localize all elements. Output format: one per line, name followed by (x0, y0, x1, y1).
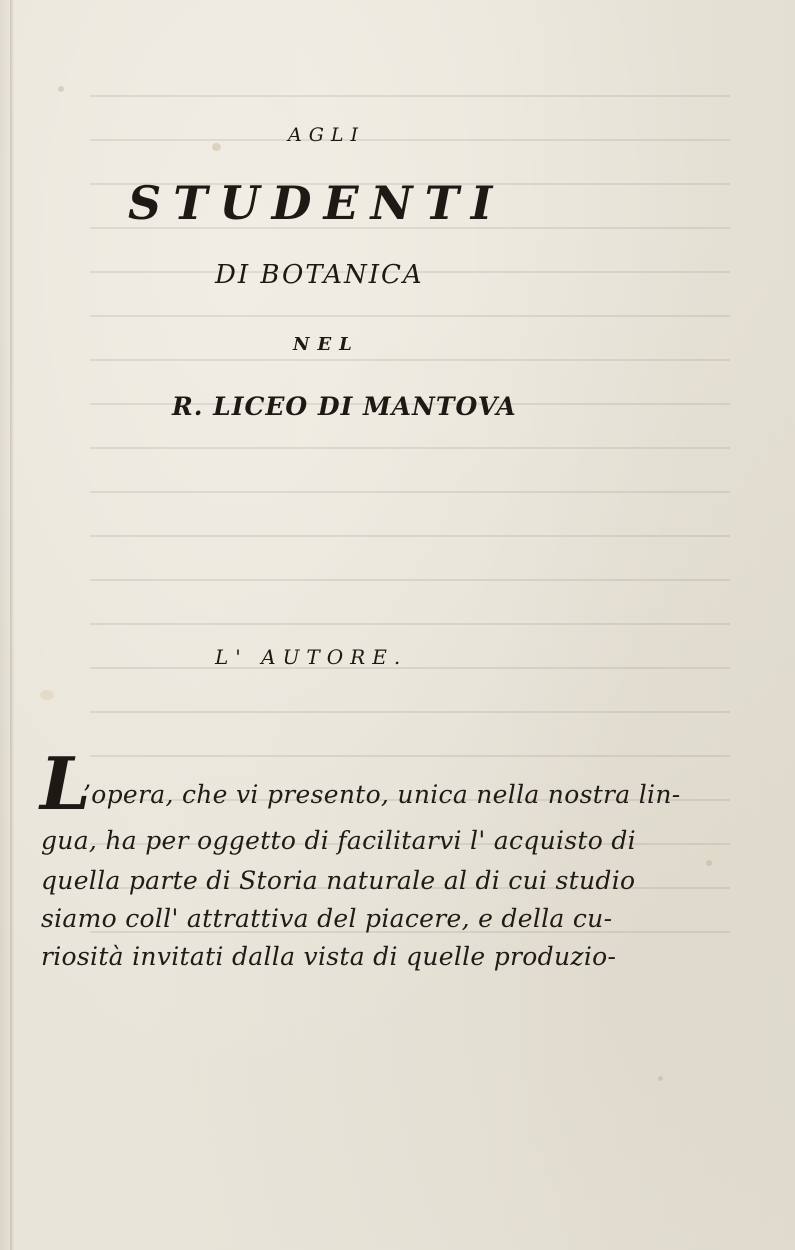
body-line-5: riosità invitati dalla vista di quelle produzio- (41, 942, 617, 971)
heading-agli: AGLI (288, 124, 366, 146)
author-signature: L' AUTORE. (215, 645, 408, 669)
body-line-1: ’opera, che vi presento, unica nella nostra lin- (83, 780, 681, 809)
body-line-2: gua, ha per oggetto di facilitarvi l' acquisto di (41, 826, 636, 855)
foxing-spot (658, 1076, 663, 1081)
body-line-4: siamo coll' attrattiva del piacere, e della cu- (41, 904, 613, 933)
foxing-spot (58, 86, 64, 92)
heading-studenti: STUDENTI (128, 176, 505, 230)
foxing-spot (40, 690, 54, 700)
heading-nel: NEL (293, 334, 360, 355)
body-line-3: quella parte di Storia naturale al di cui studio (41, 866, 636, 895)
page-fold-shadow (10, 0, 14, 1250)
foxing-spot (212, 143, 221, 151)
foxing-spot (706, 860, 712, 866)
heading-di-botanica: DI BOTANICA (215, 260, 424, 290)
drop-cap: L (40, 741, 91, 826)
heading-liceo: R. LICEO DI MANTOVA (172, 392, 517, 421)
